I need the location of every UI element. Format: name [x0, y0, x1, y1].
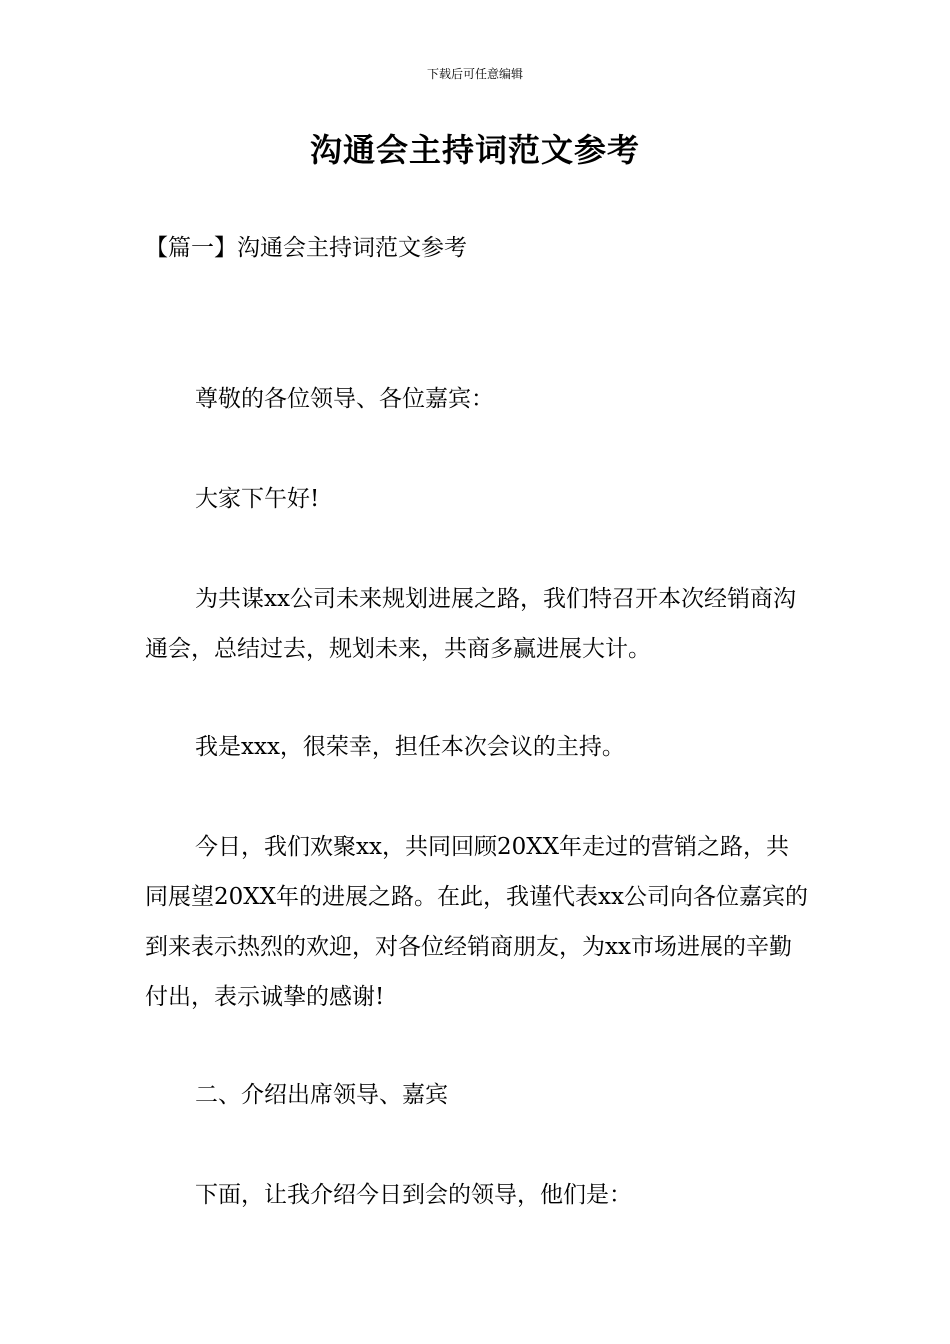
paragraph-host-intro: 我是xxx，很荣幸，担任本次会议的主持。 — [195, 734, 625, 760]
paragraph-introduce-leaders: 下面，让我介绍今日到会的领导，他们是： — [195, 1182, 632, 1208]
section-heading: 【篇一】沟通会主持词范文参考 — [145, 235, 467, 261]
document-title: 沟通会主持词范文参考 — [309, 131, 640, 169]
paragraph-purpose: 为共谋xx公司未来规划进展之路，我们特召开本次经销商沟通会，总结过去，规划未来，共商多赢进展大计。 — [145, 586, 796, 662]
paragraph-welcome: 今日，我们欢聚xx，共同回顾20XX年走过的营销之路，共同展望20XX年的进展之路。在此，我谨代表xx公司向各位嘉宾的到来表示热烈的欢迎，对各位经销商朋友，为xx市场进展的辛勤付出，表示诚挚的感谢! — [145, 834, 808, 1010]
paragraph-section-two: 二、介绍出席领导、嘉宾 — [195, 1082, 448, 1108]
paragraph-good-afternoon: 大家下午好! — [195, 486, 320, 512]
paragraph-greeting: 尊敬的各位领导、各位嘉宾： — [195, 386, 494, 412]
header-note: 下载后可任意编辑 — [426, 67, 523, 81]
